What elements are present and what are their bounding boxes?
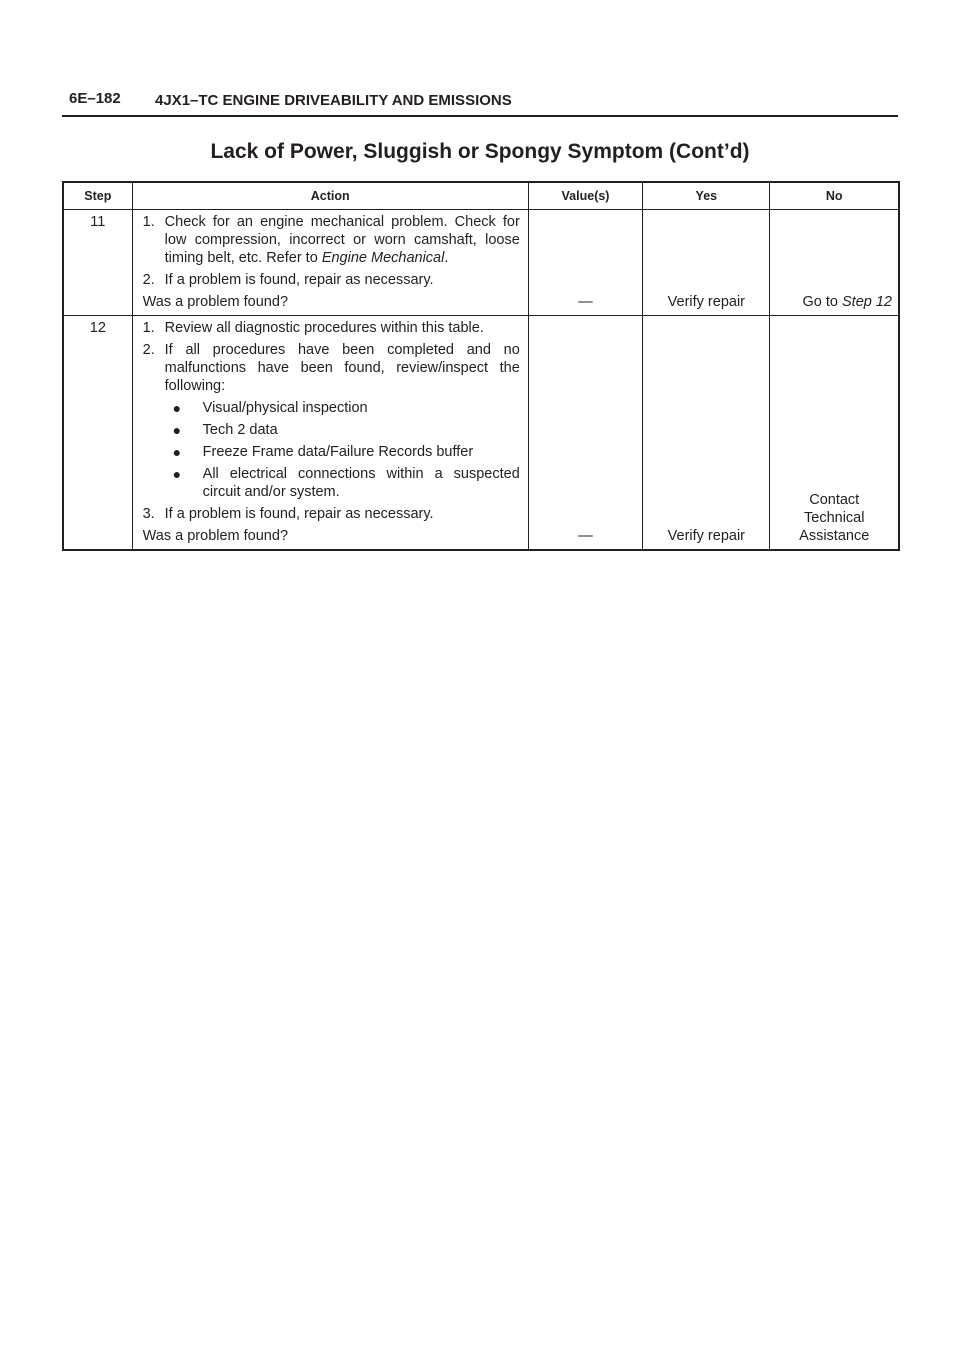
no-cell: Go to Step 12: [770, 210, 899, 316]
column-header-action: Action: [132, 182, 528, 210]
reference-link: Engine Mechanical: [321, 250, 445, 266]
action-item: 1. Review all diagnostic procedures within this table.: [142, 320, 484, 336]
value-cell: —: [528, 316, 642, 551]
action-item: 1. Check for an engine mechanical problem. Check for low compression, incorrect or worn camshaft, loose timing belt, etc. Refer to Engine Mechanical.: [142, 214, 520, 266]
bullet-item: ● All electrical connections within a suspected circuit and/or system.: [172, 466, 520, 500]
yes-cell: Verify repair: [643, 316, 770, 551]
question-text: Was a problem found?: [142, 294, 289, 310]
filled-circle-icon: ●: [172, 422, 182, 438]
chapter-title: 4JX1–TC ENGINE DRIVEABILITY AND EMISSIONS: [155, 92, 512, 109]
diagnostic-table: [62, 181, 900, 551]
column-header-yes: Yes: [643, 182, 770, 210]
bullet-item: ● Tech 2 data: [172, 422, 278, 438]
table-row: [63, 210, 899, 316]
action-item: 3. If a problem is found, repair as necessary.: [142, 506, 434, 522]
step-reference: Step 12: [842, 294, 892, 310]
step-number: 11: [63, 210, 132, 316]
column-header-values: Value(s): [528, 182, 642, 210]
action-item: 2. If all procedures have been completed and no malfunctions have been found, review/inspect the following:: [142, 342, 520, 394]
action-cell: [132, 210, 528, 316]
filled-circle-icon: ●: [172, 400, 182, 416]
column-header-no: No: [770, 182, 899, 210]
action-cell: [132, 316, 528, 551]
value-cell: —: [528, 210, 642, 316]
table-row: [63, 316, 899, 551]
table-header-row: [63, 182, 899, 210]
column-header-step: Step: [63, 182, 132, 210]
filled-circle-icon: ●: [172, 466, 182, 482]
yes-cell: Verify repair: [643, 210, 770, 316]
header-rule: [62, 115, 898, 117]
bullet-item: ● Visual/physical inspection: [172, 400, 368, 416]
action-item: 2. If a problem is found, repair as necessary.: [142, 272, 434, 288]
page-number: 6E–182: [69, 90, 121, 107]
filled-circle-icon: ●: [172, 444, 182, 460]
step-number: 12: [63, 316, 132, 551]
page-title: Lack of Power, Sluggish or Spongy Symptom (Cont’d): [210, 140, 750, 163]
bullet-item: ● Freeze Frame data/Failure Records buffer: [172, 444, 474, 460]
no-cell: Contact Technical Assistance: [770, 316, 899, 551]
question-text: Was a problem found?: [142, 528, 289, 544]
